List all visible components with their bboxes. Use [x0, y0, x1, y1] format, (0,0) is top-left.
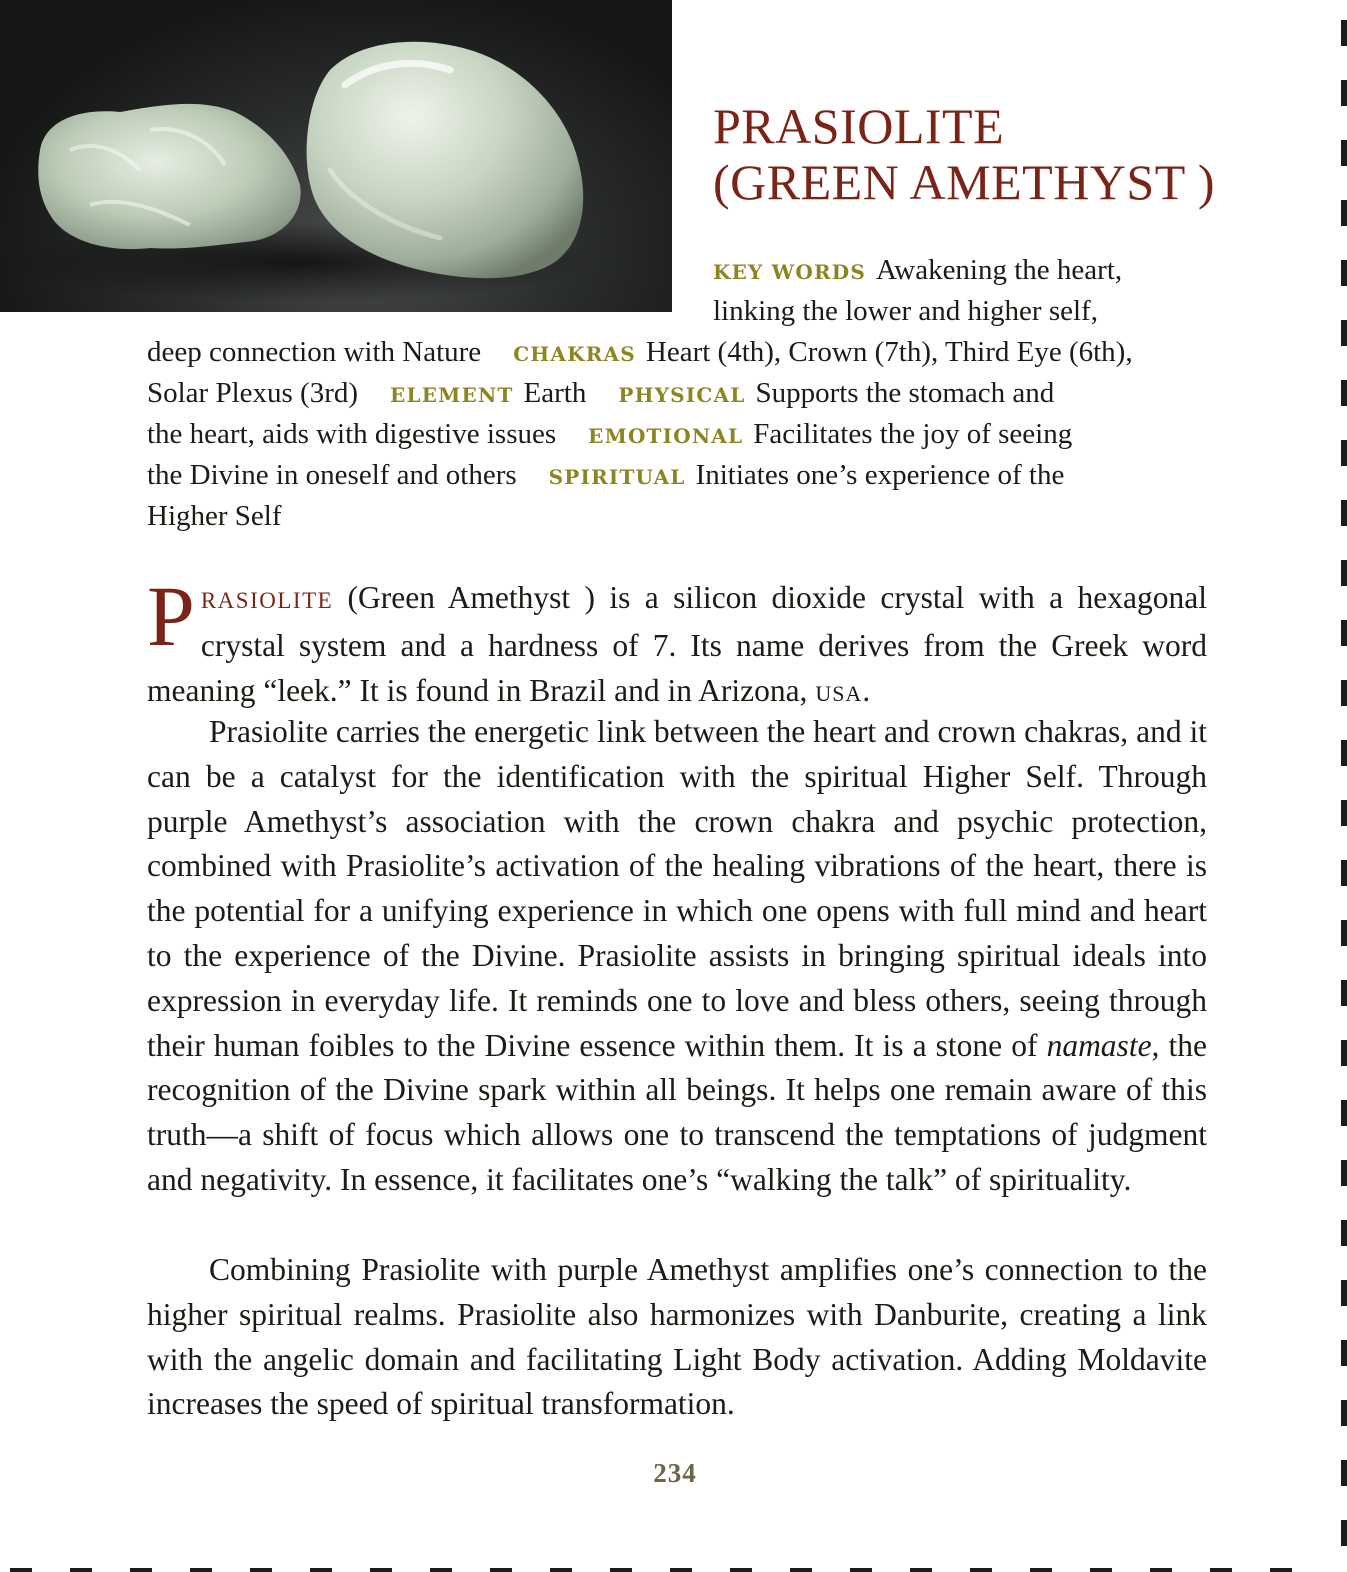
keywords-line-2 [713, 291, 1098, 332]
paragraph-2-text-b: the recognition of the Divine spark within all beings. It helps one remain aware of this truth—a shift of focus which allows one to transcend the temptations of judgment and negativity. In essence, it facilitates one’s “walking the talk” of spirituality. [147, 1027, 1208, 1197]
edge-mark [310, 1568, 332, 1572]
edge-mark [790, 1568, 812, 1572]
edge-mark [1150, 1568, 1172, 1572]
emotional-value-2: the Divine in oneself and others [147, 459, 517, 491]
edge-mark [190, 1568, 212, 1572]
edge-mark [1341, 500, 1347, 526]
edge-mark [1341, 980, 1347, 1006]
keywords-value-2: linking the lower and higher self, [713, 295, 1098, 327]
edge-mark [490, 1568, 512, 1572]
edge-mark [1341, 320, 1347, 346]
edge-mark [1341, 380, 1347, 406]
edge-mark [670, 1568, 692, 1572]
paragraph-1-text: (Green Amethyst ) is a silicon dioxide crystal with a hexagonal crystal system and a hardness of 7. Its name derives from the Greek word meaning “leek.” It is found in Brazil and in Arizona, [147, 580, 1207, 708]
chakras-label: CHAKRAS [513, 342, 636, 366]
edge-mark [1210, 1568, 1232, 1572]
edge-mark [1341, 1340, 1347, 1366]
emotional-value-1: Facilitates the joy of seeing [753, 418, 1073, 450]
edge-mark [1341, 1280, 1347, 1306]
attributes-line-5 [147, 414, 1072, 457]
title-line-2: (GREEN AMETHYST ) [713, 154, 1216, 210]
prasiolite-stones-illustration [0, 0, 672, 312]
paragraph-1-end: . [862, 672, 871, 708]
country-abbrev: USA [815, 680, 863, 706]
edge-mark [1341, 140, 1347, 166]
paragraph-2-italic: namaste, [1046, 1027, 1160, 1063]
edge-mark [370, 1568, 392, 1572]
edge-mark [730, 1568, 752, 1572]
paragraph-2 [147, 710, 1207, 1203]
edge-mark [250, 1568, 272, 1572]
edge-mark [1341, 620, 1347, 646]
physical-label: PHYSICAL [618, 383, 746, 407]
edge-mark [1341, 1520, 1347, 1546]
page-number: 234 [653, 1458, 697, 1488]
edge-mark [550, 1568, 572, 1572]
attributes-line-7 [147, 496, 282, 537]
page-title [713, 98, 1215, 210]
right-edge-marks [1337, 0, 1347, 1572]
lead-smallcaps: RASIOLITE [200, 588, 334, 613]
paragraph-3: Combining Prasiolite with purple Amethyst amplifies one’s connection to the higher spiritual realms. Prasiolite also harmonizes with Danburite, creating a link with the angelic domain and facilitating Light Body activation. Adding Moldavite increases the speed of spiritual transformation. [147, 1252, 1207, 1422]
keywords-value-3: deep connection with Nature [147, 336, 482, 368]
keywords-label: KEY WORDS [713, 260, 866, 284]
edge-mark [1341, 1040, 1347, 1066]
paragraph-2-text-a: Prasiolite carries the energetic link between the heart and crown chakras, and it can be a catalyst for the identification with the spiritual Higher Self. Through purple Amethyst’s association with the crown chakra and psychic protection, combined with Prasiolite’s activation of the healing vibrations of the heart, there is the potential for a unifying experience in which one opens with full mind and heart to the experience of the Divine. Prasiolite assists in bringing spiritual ideals into expression in everyday life. It reminds one to love and bless others, seeing through their human foibles to the Divine essence within them. It is a stone of [147, 714, 1207, 1063]
attributes-line-4 [147, 373, 1054, 416]
edge-mark [1030, 1568, 1052, 1572]
element-label: ELEMENT [390, 383, 514, 407]
physical-value-2: the heart, aids with digestive issues [147, 418, 557, 450]
edge-mark [1341, 260, 1347, 286]
left-stone [38, 104, 300, 249]
edge-mark [910, 1568, 932, 1572]
edge-mark [610, 1568, 632, 1572]
bottom-edge-marks [0, 1564, 1347, 1572]
edge-mark [1341, 20, 1347, 46]
edge-mark [1341, 200, 1347, 226]
edge-mark [1341, 800, 1347, 826]
edge-mark [1341, 740, 1347, 766]
spiritual-value-1: Initiates one’s experience of the [695, 459, 1065, 491]
attributes-line-3 [147, 332, 1133, 375]
emotional-label: EMOTIONAL [588, 424, 744, 448]
title-line-1: PRASIOLITE [713, 98, 1005, 154]
edge-mark [1341, 560, 1347, 586]
edge-mark [1341, 680, 1347, 706]
edge-mark [970, 1568, 992, 1572]
physical-value-1: Supports the stomach and [755, 377, 1055, 409]
edge-mark [850, 1568, 872, 1572]
keywords-value-1: Awakening the heart, [875, 254, 1123, 286]
paragraph-1 [147, 568, 1207, 716]
element-value: Earth [523, 377, 587, 409]
edge-mark [70, 1568, 92, 1572]
edge-mark [1341, 860, 1347, 886]
edge-mark [10, 1568, 32, 1572]
edge-mark [1341, 1460, 1347, 1486]
edge-mark [1341, 80, 1347, 106]
edge-mark [1341, 1220, 1347, 1246]
drop-cap: P [147, 568, 195, 664]
edge-mark [130, 1568, 152, 1572]
chakras-value-1: Heart (4th), Crown (7th), Third Eye (6th), [645, 336, 1133, 368]
keywords-line-1 [713, 250, 1122, 293]
edge-mark [1341, 1400, 1347, 1426]
edge-mark [1270, 1568, 1292, 1572]
edge-mark [1090, 1568, 1112, 1572]
edge-mark [1341, 920, 1347, 946]
attributes-line-6 [147, 455, 1064, 498]
edge-mark [430, 1568, 452, 1572]
spiritual-value-2: Higher Self [147, 500, 282, 532]
edge-mark [1341, 1100, 1347, 1126]
edge-mark [1341, 1160, 1347, 1186]
stone-photo [0, 0, 672, 312]
spiritual-label: SPIRITUAL [548, 465, 686, 489]
chakras-value-2: Solar Plexus (3rd) [147, 377, 359, 409]
edge-mark [1341, 440, 1347, 466]
